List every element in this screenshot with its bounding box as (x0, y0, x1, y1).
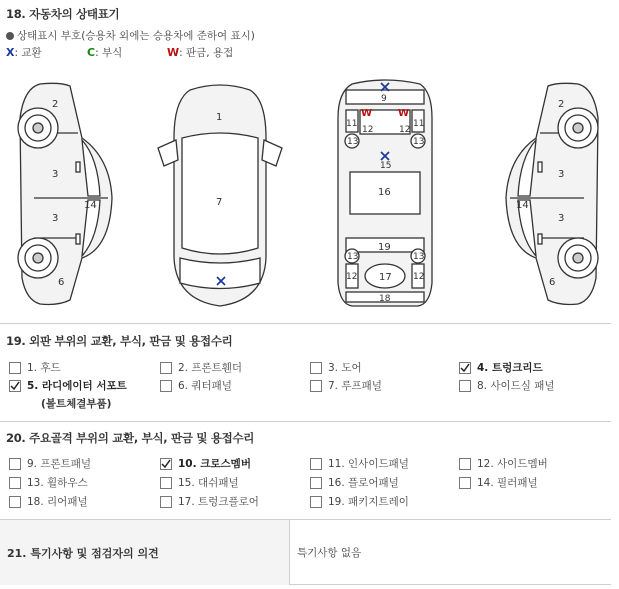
checkbox-label: 3. 도어 (328, 362, 362, 374)
checkbox-label: 17. 트렁크플로어 (178, 496, 259, 508)
legend-exchange (6, 45, 42, 60)
checkbox[interactable] (310, 458, 322, 470)
left-num-6: 6 (58, 277, 65, 288)
checkbox-label: 2. 프론트휀더 (178, 362, 243, 374)
checkbox[interactable] (9, 362, 21, 374)
checkbox-item-radiator-support[interactable] (9, 378, 127, 393)
bullet-icon (6, 32, 14, 40)
frame-num-16: 16 (378, 187, 391, 198)
checkbox-label: 6. 쿼터패널 (178, 380, 232, 392)
checkbox-item-front-fender[interactable] (160, 360, 242, 375)
checkbox-item-hood[interactable] (9, 360, 61, 375)
checkbox[interactable] (459, 458, 471, 470)
section-18-title: 18. 자동차의 상태표기 (6, 7, 120, 21)
right-num-6: 6 (549, 277, 556, 288)
frame-weld-mark-right: W (398, 108, 410, 119)
left-num-3b: 3 (52, 213, 59, 224)
left-num-2: 2 (52, 99, 59, 110)
checkbox-item-trunk-floor[interactable] (160, 494, 259, 509)
right-num-3b: 3 (558, 213, 565, 224)
checkbox-label: 15. 대쉬패널 (178, 477, 239, 489)
checkbox[interactable] (160, 496, 172, 508)
checkbox-checked[interactable] (9, 380, 21, 392)
section-20-title: 20. 주요골격 부위의 교환, 부식, 판금 및 용접수리 (6, 431, 255, 445)
legend-c-symbol: C (87, 46, 96, 59)
frame-num-13d: 13 (413, 252, 425, 262)
top-num-1: 1 (216, 112, 223, 123)
car-right-side-view (506, 83, 598, 304)
checkbox-item-quarter-panel[interactable] (160, 378, 232, 393)
checkbox-item-dash-panel[interactable] (160, 475, 239, 490)
checkbox[interactable] (9, 496, 21, 508)
checkbox[interactable] (459, 477, 471, 489)
checkbox-label: 11. 인사이드패널 (328, 458, 409, 470)
frame-num-12b: 12 (399, 125, 411, 135)
frame-num-13a: 13 (347, 137, 359, 147)
checkbox[interactable] (160, 380, 172, 392)
divider (0, 323, 611, 324)
checkbox[interactable] (160, 477, 172, 489)
frame-num-13c: 13 (347, 252, 359, 262)
checkbox[interactable] (9, 458, 21, 470)
frame-num-13b: 13 (413, 137, 425, 147)
checkbox-label: 19. 패키지트레이 (328, 496, 409, 508)
right-num-2: 2 (558, 99, 565, 110)
checkbox[interactable] (160, 362, 172, 374)
frame-num-18: 18 (379, 294, 391, 304)
checkbox-item-rear-panel[interactable] (9, 494, 88, 509)
checkbox-label: 4. 트렁크리드 (477, 362, 543, 374)
frame-num-15: 15 (380, 161, 392, 171)
opinion-row (0, 519, 611, 585)
left-num-3a: 3 (52, 169, 59, 180)
section-21-title: 21. 특기사항 및 점검자의 의견 (7, 547, 159, 560)
bolted-part-note: (볼트체결부품) (41, 398, 112, 410)
right-num-3a: 3 (558, 169, 565, 180)
legend-x-symbol: X (6, 46, 15, 59)
left-num-14: 14 (84, 200, 97, 211)
checkbox[interactable] (310, 496, 322, 508)
checkbox-label: 9. 프론트패널 (27, 458, 92, 470)
checkbox-item-pillar-panel[interactable] (459, 475, 538, 490)
checkmark-icon (10, 381, 20, 391)
right-num-14: 14 (516, 200, 529, 211)
checkbox-item-cross-member[interactable] (160, 456, 251, 471)
top-num-7: 7 (216, 197, 223, 208)
checkbox-label: 7. 루프패널 (328, 380, 382, 392)
section-19-title: 19. 외판 부위의 교환, 부식, 판금 및 용접수리 (6, 334, 233, 348)
checkbox-checked[interactable] (160, 458, 172, 470)
checkbox-item-roof-panel[interactable] (310, 378, 382, 393)
checkbox-label: 5. 라디에이터 서포트 (27, 380, 127, 392)
legend-x-label: : 교환 (14, 47, 42, 59)
checkbox-checked[interactable] (459, 362, 471, 374)
frame-num-17: 17 (379, 272, 392, 283)
legend-c-label: : 부식 (95, 47, 123, 59)
frame-num-12c: 12 (346, 272, 358, 282)
legend-corrosion (87, 45, 122, 60)
checkbox[interactable] (459, 380, 471, 392)
checkbox-label: 14. 필러패널 (477, 477, 538, 489)
checkbox-label: 1. 후드 (27, 362, 61, 374)
checkbox-item-wheel-house[interactable] (9, 475, 88, 490)
car-left-side-view (18, 83, 112, 304)
opinion-header-cell (0, 520, 290, 585)
legend-welding (167, 45, 233, 60)
checkbox-item-package-tray[interactable] (310, 494, 409, 509)
checkbox-label: 8. 사이드실 패널 (477, 380, 555, 392)
checkbox-item-inside-panel[interactable] (310, 456, 409, 471)
checkbox-item-side-sill-panel[interactable] (459, 378, 555, 393)
legend-description (6, 28, 255, 43)
checkbox[interactable] (310, 362, 322, 374)
divider (0, 421, 611, 422)
legend-description-text: 상태표시 부호(승용차 외에는 승용차에 준하여 표시) (17, 30, 255, 42)
frame-num-9: 9 (381, 94, 387, 104)
checkmark-icon (161, 459, 171, 469)
checkbox-item-front-panel[interactable] (9, 456, 91, 471)
checkbox-item-door[interactable] (310, 360, 362, 375)
frame-weld-mark-left: W (361, 108, 373, 119)
checkbox-label: 10. 크로스멤버 (178, 458, 251, 470)
legend-w-label: : 판금, 용접 (179, 47, 234, 59)
opinion-value: 특기사항 없음 (297, 547, 362, 559)
checkbox-item-side-member[interactable] (459, 456, 548, 471)
checkbox-item-floor-panel[interactable] (310, 475, 399, 490)
car-status-diagram (0, 78, 619, 310)
checkbox-item-trunk-lid[interactable] (459, 360, 543, 375)
checkbox[interactable] (310, 477, 322, 489)
legend-w-symbol: W (167, 46, 180, 59)
checkbox-label: 18. 리어패널 (27, 496, 88, 508)
frame-num-12a: 12 (362, 125, 374, 135)
frame-num-11a: 11 (346, 119, 358, 129)
checkbox[interactable] (9, 477, 21, 489)
frame-num-12d: 12 (413, 272, 425, 282)
checkbox-label: 16. 플로어패널 (328, 477, 399, 489)
frame-num-19: 19 (378, 242, 391, 253)
checkbox-label: 13. 휠하우스 (27, 477, 88, 489)
checkmark-icon (460, 363, 470, 373)
checkbox[interactable] (310, 380, 322, 392)
checkbox-label: 12. 사이드멤버 (477, 458, 548, 470)
frame-num-11b: 11 (413, 119, 425, 129)
